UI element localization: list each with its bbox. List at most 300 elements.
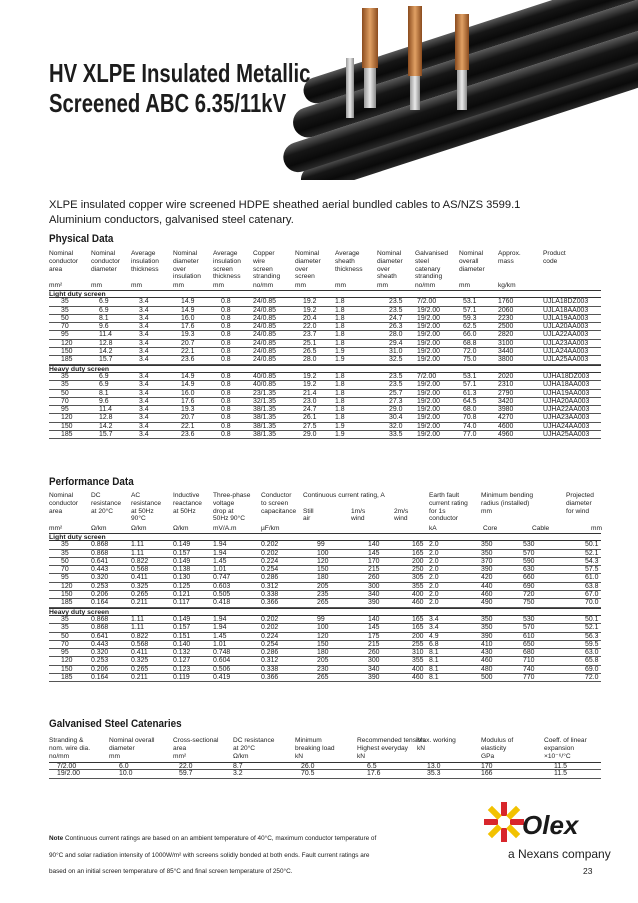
table-cell: 24/0.85 [253, 314, 276, 322]
table-cell: 610 [523, 632, 535, 640]
table-cell: 74.0 [463, 422, 477, 430]
table-cell: 59.3 [463, 314, 477, 322]
table-cell: 72.0 [463, 348, 477, 356]
table-cell: 19/2.00 [417, 331, 440, 339]
table-cell: 0.117 [173, 599, 190, 607]
column-header: Nominal overall diameter mm [109, 737, 155, 760]
table-cell: 72.0 [585, 674, 599, 682]
table-cell: 69.0 [585, 665, 599, 673]
table-cell: 14.9 [181, 381, 195, 389]
table-cell: 2820 [498, 331, 514, 339]
table-cell: 340 [368, 591, 380, 599]
table-cell: 0.157 [173, 549, 191, 557]
table-cell: 0.8 [221, 339, 231, 347]
table-cell: 68.8 [463, 339, 477, 347]
table-cell: 0.641 [91, 557, 109, 565]
table-cell: 3.4 [139, 406, 149, 414]
table-cell: 24/0.85 [253, 323, 276, 331]
table-cell: 20.7 [181, 339, 195, 347]
table-cell: 3.4 [429, 615, 439, 623]
table-cell: 7/2.00 [417, 298, 437, 306]
table-cell: 8.1 [99, 389, 109, 397]
table-cell: 440 [481, 582, 493, 590]
column-header: Approx. mass [498, 250, 521, 265]
table-cell: 29.0 [389, 406, 403, 414]
table-cell: 1.8 [335, 339, 345, 347]
table-cell: 1.8 [335, 414, 345, 422]
table-cell: 0.157 [173, 624, 191, 632]
table-row [49, 398, 601, 406]
table-cell: 24.7 [389, 314, 403, 322]
table-cell: 95 [61, 331, 69, 339]
table-cell: 0.265 [131, 591, 149, 599]
column-header: Average insulation thickness [131, 250, 159, 273]
table-cell: UJHA18DZ003 [543, 372, 590, 380]
group-label: Light duty screen [49, 533, 601, 541]
table-cell: 1.94 [213, 624, 227, 632]
table-cell: 0.224 [261, 632, 279, 640]
table-cell: 390 [481, 566, 493, 574]
table-row [49, 566, 601, 574]
unit-label: mm [295, 282, 306, 289]
table-cell: 4600 [498, 422, 514, 430]
group-label: Heavy duty screen [49, 365, 601, 373]
unit-label: kg/km [498, 282, 516, 289]
table-cell: 0.119 [173, 674, 190, 682]
table-cell: 1.11 [131, 624, 144, 632]
column-header: Minimum breaking load kN [295, 737, 335, 760]
table-cell: 27.3 [389, 397, 403, 405]
table-cell: 460 [412, 599, 424, 607]
note-body: Continuous current ratings are based on an ambient temperature of 40°C, maximum conductor temperature of 90°C and solar radiation intensity of 1000W/m² with screens solidly bonded at both ends. Fault current ratings are based on an initial screen temperature of 85°C and final screen temperature of 250°C. [49, 835, 377, 875]
intro-text [49, 198, 609, 228]
column-subheader: 1m/s wind [351, 507, 366, 523]
table-cell: 10.0 [119, 770, 133, 778]
unit-label: Ω/km [131, 525, 147, 532]
column-header: Nominal diameter over sheath [377, 250, 403, 281]
table-cell: 0.568 [131, 640, 149, 648]
table-cell: 120 [61, 657, 73, 665]
table-cell: 3.4 [139, 431, 149, 439]
table-cell: UJHA20AA003 [543, 397, 590, 405]
table-cell: 0.320 [91, 574, 109, 582]
table-cell: 28.0 [389, 331, 403, 339]
table-cell: 260 [368, 649, 380, 657]
intro-line: XLPE insulated copper wire screened HDPE sheathed aerial bundled cables to AS/NZS 3599.1 [49, 199, 521, 211]
table-cell: 175 [368, 632, 380, 640]
table-cell: 1.45 [213, 632, 227, 640]
table-cell: 205 [317, 582, 329, 590]
table-cell: 0.8 [221, 356, 231, 364]
column-header: Projected diameter for wind [566, 492, 594, 515]
table-cell: 0.419 [213, 674, 231, 682]
table-cell: 77.0 [463, 431, 477, 439]
column-header: Average sheath thickness [335, 250, 363, 273]
table-cell: UJLA23AA003 [543, 339, 589, 347]
table-cell: 0.338 [261, 665, 279, 673]
table-cell: 140 [368, 615, 380, 623]
table-cell: 305 [412, 574, 424, 582]
table-cell: 32.5 [389, 356, 403, 364]
table-cell: 0.286 [261, 649, 279, 657]
table-cell: 6.0 [119, 763, 129, 770]
column-header: Conductor to screen capacitance [261, 492, 297, 515]
table-cell: 1.8 [335, 331, 345, 339]
table-cell: UJLA18DZ003 [543, 298, 589, 306]
table-cell: 62.5 [463, 323, 477, 331]
table-cell: 23.5 [389, 372, 403, 380]
table-cell: 3.4 [139, 306, 149, 314]
table-cell: 6.9 [99, 306, 109, 314]
table-cell: 500 [481, 674, 493, 682]
table-cell: 1.01 [213, 566, 227, 574]
table-cell: 1.8 [335, 372, 345, 380]
table-cell: 3.4 [139, 397, 149, 405]
table-row [49, 599, 601, 607]
table-cell: 0.8 [221, 381, 231, 389]
column-subheader: 2m/s wind [394, 507, 409, 523]
table-cell: 3.4 [139, 314, 149, 322]
table-cell: 355 [412, 582, 424, 590]
table-row [49, 649, 601, 657]
table-cell: 355 [412, 657, 424, 665]
table-cell: 0.211 [131, 674, 148, 682]
table-cell: 165 [412, 624, 424, 632]
table-cell: 0.8 [221, 414, 231, 422]
table-row [49, 331, 601, 339]
table-row [49, 414, 601, 422]
column-header: Nominal conductor area [49, 492, 78, 515]
table-row [49, 431, 601, 439]
table-cell: 410 [481, 640, 493, 648]
table-cell: 180 [317, 574, 329, 582]
column-header: Recommended tension Highest everyday kN [357, 737, 425, 760]
table-cell: 59.5 [585, 640, 599, 648]
table-cell: 0.312 [261, 582, 279, 590]
table-cell: 75.0 [463, 356, 477, 364]
unit-label: mm [459, 282, 470, 289]
table-cell: 65.8 [585, 657, 599, 665]
unit-label: mm [91, 282, 102, 289]
table-cell: 0.130 [173, 574, 191, 582]
table-cell: 19/2.00 [417, 422, 440, 430]
table-cell: 23.0 [303, 397, 317, 405]
table-cell: 19/2.00 [417, 339, 440, 347]
table-cell: 17.6 [367, 770, 381, 778]
table-cell: 0.254 [261, 640, 279, 648]
table-cell: 7/2.00 [417, 372, 437, 380]
table-cell: 8.1 [429, 649, 439, 657]
table-cell: 2310 [498, 381, 514, 389]
table-cell: 3800 [498, 356, 514, 364]
unit-label: mm [213, 282, 224, 289]
table-cell: 24/0.85 [253, 331, 276, 339]
table-cell: 490 [481, 599, 493, 607]
table-cell: 690 [523, 582, 535, 590]
table-cell: 150 [317, 640, 329, 648]
table-cell: 0.8 [221, 431, 231, 439]
table-row [49, 298, 601, 306]
table-cell: 3980 [498, 406, 514, 414]
table-cell: 660 [523, 574, 535, 582]
table-cell: 25.7 [389, 389, 403, 397]
table-cell: 4.9 [429, 632, 439, 640]
table-cell: 2.0 [429, 582, 439, 590]
column-header: Minimum bending radius (installed) mm [481, 492, 534, 515]
column-header: Continuous current rating, A [303, 492, 385, 499]
table-cell: 23.7 [303, 331, 317, 339]
title-line-2: Screened ABC 6.35/11kV [49, 88, 287, 118]
table-cell: UJLA22AA003 [543, 331, 589, 339]
table-cell: 1.94 [213, 615, 227, 623]
table-cell: 650 [523, 640, 535, 648]
table-cell: 32/1.35 [253, 397, 276, 405]
table-row [49, 390, 601, 398]
table-cell: 68.0 [463, 406, 477, 414]
table-cell: 150 [317, 566, 329, 574]
table-cell: UJHA18AA003 [543, 381, 590, 389]
table-cell: 27.5 [303, 422, 317, 430]
unit-label: Cable [532, 525, 550, 532]
table-cell: 250 [412, 566, 424, 574]
table-cell: 17.6 [181, 323, 195, 331]
units-row [49, 525, 601, 533]
table-cell: 1.9 [335, 348, 345, 356]
table-cell: 40/0.85 [253, 381, 276, 389]
table-cell: 1.01 [213, 640, 227, 648]
table-cell: 0.320 [91, 649, 109, 657]
column-header: Galvanised steel catenary stranding [415, 250, 448, 281]
table-cell: 1.9 [335, 431, 345, 439]
table-cell: 19/2.00 [417, 389, 440, 397]
table-cell: 100 [317, 549, 329, 557]
table-cell: 170 [368, 557, 380, 565]
table-cell: 24/0.85 [253, 298, 276, 306]
table-cell: 35.3 [427, 770, 441, 778]
table-cell: UJLA19AA003 [543, 314, 589, 322]
table-row [49, 666, 601, 674]
table-cell: 120 [317, 632, 329, 640]
table-cell: 0.132 [173, 649, 191, 657]
table-cell: 265 [317, 599, 329, 607]
table-cell: 11.5 [554, 770, 567, 778]
table-row [49, 423, 601, 431]
table-cell: 63.8 [585, 582, 599, 590]
table-cell: 0.202 [261, 615, 279, 623]
table-cell: 1.8 [335, 298, 345, 306]
table-cell: 1760 [498, 298, 514, 306]
table-cell: 20.4 [303, 314, 317, 322]
table-cell: 22.0 [303, 323, 317, 331]
table-cell: 120 [61, 339, 73, 347]
table-cell: 0.151 [173, 632, 191, 640]
table-cell: 0.121 [173, 591, 191, 599]
table-cell: 740 [523, 665, 535, 673]
table-cell: 26.5 [303, 348, 317, 356]
table-cell: 1.11 [131, 615, 144, 623]
table-cell: 19.2 [303, 306, 317, 314]
table-cell: 3.4 [139, 356, 149, 364]
table-cell: 200 [412, 557, 424, 565]
table-cell: 390 [368, 674, 380, 682]
table-cell: 230 [317, 665, 329, 673]
table-cell: 4960 [498, 431, 514, 439]
table-cell: 57.1 [463, 306, 477, 314]
table-cell: 0.164 [91, 599, 109, 607]
table-cell: 350 [481, 615, 493, 623]
table-cell: 1.94 [213, 549, 227, 557]
table-cell: 31.0 [389, 348, 403, 356]
table-cell: 54.3 [585, 557, 599, 565]
table-cell: 9.6 [99, 323, 109, 331]
table-cell: 590 [523, 557, 535, 565]
table-cell: 200 [412, 632, 424, 640]
note-text [49, 831, 379, 881]
table-cell: 38/1.35 [253, 406, 276, 414]
table-cell: 29.4 [389, 339, 403, 347]
table-row [49, 373, 601, 381]
table-cell: 0.253 [91, 657, 109, 665]
table-cell: 2790 [498, 389, 514, 397]
table-cell: 14.9 [181, 372, 195, 380]
table-cell: 0.8 [221, 298, 231, 306]
table-cell: 300 [368, 657, 380, 665]
table-cell: 70 [61, 323, 69, 331]
unit-label: Core [483, 525, 498, 532]
catenaries-table [49, 737, 601, 779]
column-header: Modulus of elasticity GPa [481, 737, 514, 760]
table-cell: 26.1 [303, 414, 317, 422]
table-cell: 0.211 [131, 599, 148, 607]
table-row [49, 633, 601, 641]
table-cell: 0.206 [91, 591, 109, 599]
table-cell: 0.254 [261, 566, 279, 574]
table-row [49, 674, 601, 682]
table-cell: 0.325 [131, 657, 149, 665]
table-cell: 0.138 [173, 566, 191, 574]
table-cell: 7/2.00 [57, 763, 77, 770]
table-cell: 185 [61, 431, 73, 439]
table-cell: 99 [317, 615, 325, 623]
table-row [49, 356, 601, 364]
unit-label: mm [591, 525, 602, 532]
table-cell: 19/2.00 [417, 314, 440, 322]
table-cell: 145 [368, 624, 380, 632]
column-header: Nominal overall diameter [459, 250, 485, 273]
table-cell: 19/2.00 [417, 414, 440, 422]
table-cell: 0.8 [221, 348, 231, 356]
table-cell: 265 [317, 674, 329, 682]
table-cell: 3.2 [233, 770, 243, 778]
table-cell: 0.418 [213, 599, 231, 607]
table-cell: 70 [61, 566, 69, 574]
column-header: Stranding & nom. wire dia. no/mm [49, 737, 91, 760]
column-header: Max. working kN [417, 737, 456, 752]
table-cell: 0.312 [261, 657, 279, 665]
table-cell: 23.5 [389, 306, 403, 314]
title-line-1: HV XLPE Insulated Metallic [49, 58, 311, 88]
page-title [49, 58, 311, 118]
table-cell: 235 [317, 591, 329, 599]
table-cell: 67.0 [585, 591, 599, 599]
table-cell: 185 [61, 599, 73, 607]
column-header: DC resistance at 20°C Ω/km [233, 737, 275, 760]
table-cell: 710 [523, 657, 535, 665]
table-cell: 0.125 [173, 582, 191, 590]
table-row [49, 406, 601, 414]
column-header: Nominal conductor area [49, 250, 78, 273]
table-cell: 0.747 [213, 574, 231, 582]
physical-header [49, 250, 601, 282]
table-cell: 2.0 [429, 599, 439, 607]
table-cell: 99 [317, 541, 325, 549]
column-header: Earth fault current rating for 1s conductor [429, 492, 468, 523]
table-cell: 1.8 [335, 306, 345, 314]
table-cell: 3.4 [139, 298, 149, 306]
table-cell: 2230 [498, 314, 514, 322]
table-cell: 0.224 [261, 557, 279, 565]
table-cell: 370 [481, 557, 493, 565]
table-cell: 19/2.00 [417, 356, 440, 364]
table-cell: 0.202 [261, 549, 279, 557]
table-cell: 0.127 [173, 657, 191, 665]
table-cell: UJLA20AA003 [543, 323, 589, 331]
table-cell: 460 [481, 591, 493, 599]
table-cell: 170 [481, 763, 493, 770]
table-cell: 400 [412, 665, 424, 673]
table-cell: 165 [412, 541, 424, 549]
table-cell: 185 [61, 674, 73, 682]
table-cell: 0.868 [91, 615, 109, 623]
table-cell: 19/2.00 [417, 306, 440, 314]
table-cell: 0.8 [221, 306, 231, 314]
table-cell: UJLA18AA003 [543, 306, 589, 314]
table-cell: 24/0.85 [253, 339, 276, 347]
table-cell: 0.8 [221, 422, 231, 430]
table-cell: 0.411 [131, 649, 148, 657]
table-cell: 3.4 [139, 372, 149, 380]
unit-label: no/mm [415, 282, 436, 289]
table-cell: 2500 [498, 323, 514, 331]
table-cell: 2.0 [429, 557, 439, 565]
table-cell: 30.4 [389, 414, 403, 422]
table-cell: 14.2 [99, 348, 113, 356]
table-cell: 0.868 [91, 624, 109, 632]
table-cell: 1.11 [131, 541, 144, 549]
table-cell: 0.366 [261, 599, 279, 607]
table-cell: 6.9 [99, 372, 109, 380]
table-row [49, 624, 601, 632]
table-cell: 15.7 [99, 356, 113, 364]
table-cell: 140 [368, 541, 380, 549]
table-cell: 2060 [498, 306, 514, 314]
table-cell: 19.3 [181, 406, 195, 414]
table-cell: 19/2.00 [417, 397, 440, 405]
unit-label: mm [131, 282, 142, 289]
table-cell: 120 [61, 582, 73, 590]
table-cell: 0.8 [221, 406, 231, 414]
table-cell: 50 [61, 389, 69, 397]
table-cell: 0.8 [221, 372, 231, 380]
units-row [49, 282, 601, 290]
table-cell: 166 [481, 770, 493, 778]
group-label: Light duty screen [49, 290, 601, 298]
table-cell: 2.0 [429, 591, 439, 599]
table-cell: 3.4 [139, 323, 149, 331]
table-cell: 50 [61, 557, 69, 565]
table-cell: 70 [61, 640, 69, 648]
table-cell: 15.7 [99, 431, 113, 439]
